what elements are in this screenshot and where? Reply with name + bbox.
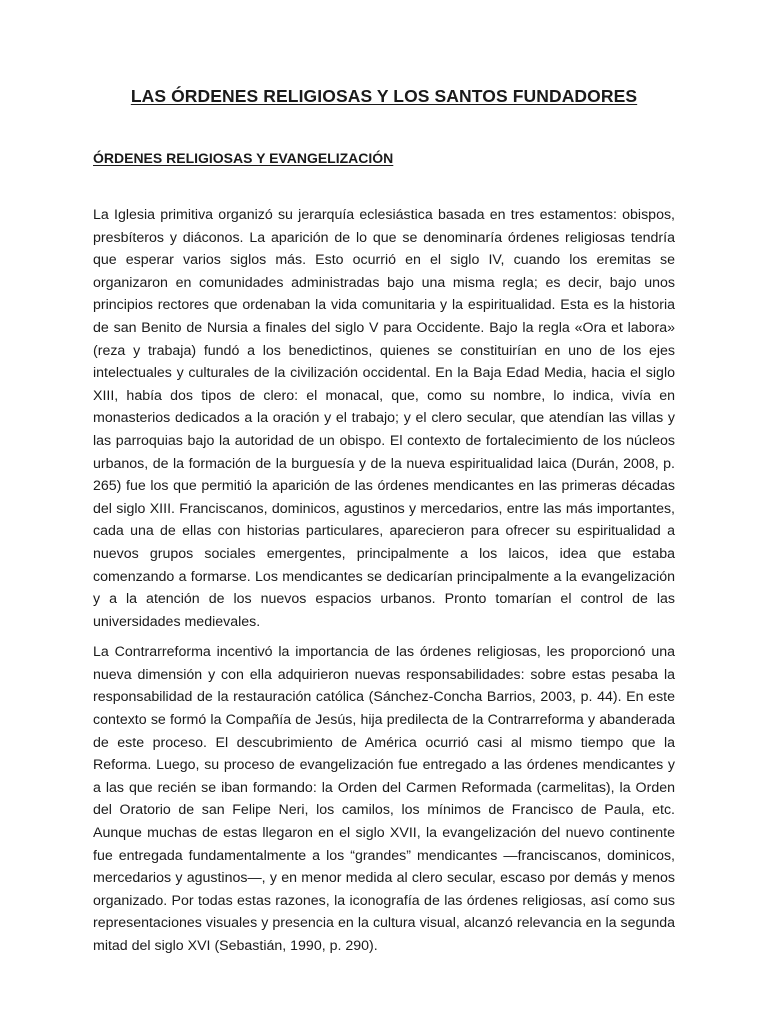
document-title: LAS ÓRDENES RELIGIOSAS Y LOS SANTOS FUNDADORES [130,86,638,106]
paragraph-1: La Iglesia primitiva organizó su jerarquía eclesiástica basada en tres estamentos: obispos, presbíteros y diáconos. La aparición de lo que se denominaría órdenes religiosas tendría que esperar varios siglos más. Esto ocurrió en el siglo IV, cuando los eremitas se organizaron en comunidades administradas bajo una misma regla; es decir, bajo unos principios rectores que ordenaban la vida comunitaria y la espiritualidad. Esta es la historia de san Benito de Nursia a finales del siglo V para Occidente. Bajo la regla «Ora et labora» (reza y trabaja) fundó a los benedictinos, quienes se constituirían en uno de los ejes intelectuales y culturales de la civilización occidental. En la Baja Edad Media, hacia el siglo XIII, había dos tipos de clero: el monacal, que, como su nombre, lo indica, vivía en monasterios dedicados a la oración y el trabajo; y el clero secular, que atendían las villas y las parroquias bajo la autoridad de un obispo. El contexto de fortalecimiento de los núcleos urbanos, de la formación de la burguesía y de la nueva espiritualidad laica (Durán, 2008, p. 265) fue los que permitió la aparición de las órdenes mendicantes en las primeras décadas del siglo XIII. Franciscanos, dominicos, agustinos y mercedarios, entre las más importantes, cada una de ellas con historias particulares, aparecieron para ofrecer su espiritualidad a nuevos grupos sociales emergentes, principalmente a los laicos, idea que estaba comenzando a formarse. Los mendicantes se dedicarían principalmente a la evangelización y a la atención de los nuevos espacios urbanos. Pronto tomarían el control de las universidades medievales. [93,207,675,630]
document-body [93,204,675,958]
paragraph-2: La Contrarreforma incentivó la importancia de las órdenes religiosas, les proporcionó una nueva dimensión y con ella adquirieron nuevas responsabilidades: sobre estas pesaba la responsabilidad de la restauración católica (Sánchez-Concha Barrios, 2003, p. 44). En este contexto se formó la Compañía de Jesús, hija predilecta de la Contrarreforma y abanderada de este proceso. El descubrimiento de América ocurrió casi al mismo tiempo que la Reforma. Luego, su proceso de evangelización fue entregado a las órdenes mendicantes y a las que recién se iban formando: la Orden del Carmen Reformada (carmelitas), la Orden del Oratorio de san Felipe Neri, los camilos, los mínimos de Francisco de Paula, etc. Aunque muchas de estas llegaron en el siglo XVII, la evangelización del nuevo continente fue entregada fundamentalmente a los “grandes” mendicantes —franciscanos, dominicos, mercedarios y agustinos—, y en menor medida al clero secular, escaso por demás y menos organizado. Por todas estas razones, la iconografía de las órdenes religiosas, así como sus representaciones visuales y presencia en la cultura visual, alcanzó relevancia en la segunda mitad del siglo XVI (Sebastián, 1990, p. 290). [93,644,675,954]
section-heading: ÓRDENES RELIGIOSAS Y EVANGELIZACIÓN [93,150,394,166]
